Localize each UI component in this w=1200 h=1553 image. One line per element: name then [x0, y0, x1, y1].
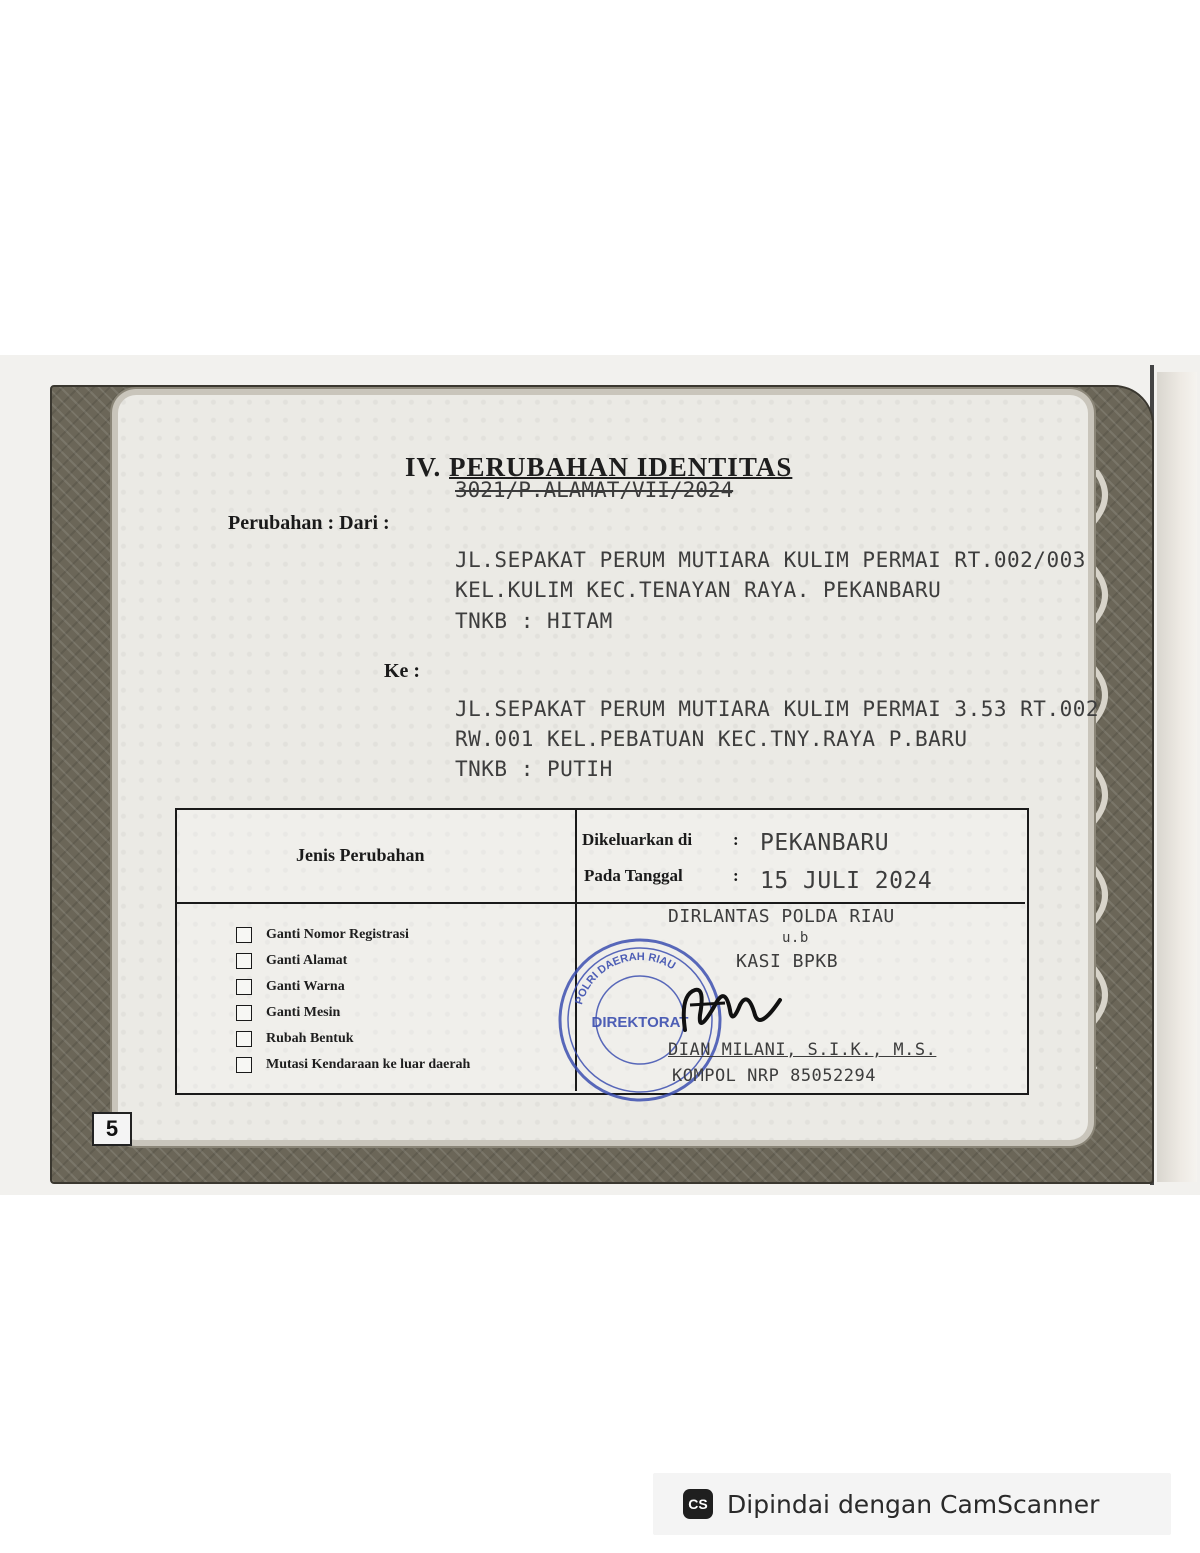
- checklist-item: [236, 1026, 470, 1052]
- camscanner-logo-icon: CS: [683, 1489, 713, 1519]
- checklist-item: [236, 948, 470, 974]
- date-colon: :: [733, 866, 739, 885]
- change-from-label: Perubahan : Dari :: [228, 512, 390, 534]
- authority-line-1: DIRLANTAS POLDA RIAU: [668, 906, 895, 927]
- to-address-line-1: JL.SEPAKAT PERUM MUTIARA KULIM PERMAI 3.53 RT.002: [455, 697, 1100, 721]
- authority-line-2: u.b: [782, 930, 809, 946]
- from-plate-color: TNKB : HITAM: [455, 609, 613, 633]
- date-label: Pada Tanggal: [584, 866, 683, 885]
- change-type-checklist: [236, 922, 470, 1078]
- official-name: DIAN MILANI, S.I.K., M.S.: [668, 1040, 937, 1060]
- from-address-line-2: KEL.KULIM KEC.TENAYAN RAYA. PEKANBARU: [455, 578, 942, 602]
- from-address-line-1: JL.SEPAKAT PERUM MUTIARA KULIM PERMAI RT.002/003: [455, 548, 1086, 572]
- checkbox[interactable]: [236, 1005, 252, 1021]
- adjacent-page-strip: [1157, 372, 1197, 1182]
- checklist-item: [236, 922, 470, 948]
- checkbox[interactable]: [236, 1057, 252, 1073]
- reference-number: 3021/P.ALAMAT/VII/2024: [455, 478, 734, 502]
- checkbox-label: Rubah Bentuk: [266, 1031, 354, 1046]
- checkbox[interactable]: [236, 927, 252, 943]
- change-type-header: Jenis Perubahan: [296, 845, 425, 865]
- section-title: PERUBAHAN IDENTITAS: [449, 452, 793, 482]
- issued-at-label: Dikeluarkan di: [582, 830, 693, 849]
- checkbox[interactable]: [236, 979, 252, 995]
- camscanner-watermark: [653, 1473, 1171, 1535]
- date-value: 15 JULI 2024: [760, 868, 933, 894]
- checkbox-label: Ganti Mesin: [266, 1005, 341, 1020]
- checkbox-label: Ganti Alamat: [266, 953, 348, 968]
- change-to-label: Ke :: [384, 660, 421, 682]
- seal-top-text: POLRI DAERAH RIAU: [573, 950, 678, 1007]
- official-rank-nrp: KOMPOL NRP 85052294: [672, 1066, 876, 1086]
- section-number: IV.: [405, 452, 442, 482]
- checklist-item: [236, 1000, 470, 1026]
- seal-center-text: DIREKTORAT: [591, 1014, 689, 1031]
- issued-at-value: PEKANBARU: [760, 830, 890, 856]
- issued-at-colon: :: [733, 830, 739, 849]
- checkbox-label: Mutasi Kendaraan ke luar daerah: [266, 1057, 471, 1072]
- page-number: 5: [92, 1112, 132, 1146]
- authority-line-3: KASI BPKB: [736, 951, 839, 972]
- checkbox-label: Ganti Warna: [266, 979, 345, 994]
- to-address-line-2: RW.001 KEL.PEBATUAN KEC.TNY.RAYA P.BARU: [455, 727, 968, 751]
- checklist-item: [236, 974, 470, 1000]
- camscanner-text: Dipindai dengan CamScanner: [727, 1489, 1100, 1519]
- checkbox-label: Ganti Nomor Registrasi: [266, 927, 409, 942]
- checkbox[interactable]: [236, 1031, 252, 1047]
- checklist-item: [236, 1052, 470, 1078]
- to-plate-color: TNKB : PUTIH: [455, 757, 613, 781]
- checkbox[interactable]: [236, 953, 252, 969]
- table-divider-horizontal: [177, 902, 1025, 904]
- handwritten-signature: [670, 975, 790, 1045]
